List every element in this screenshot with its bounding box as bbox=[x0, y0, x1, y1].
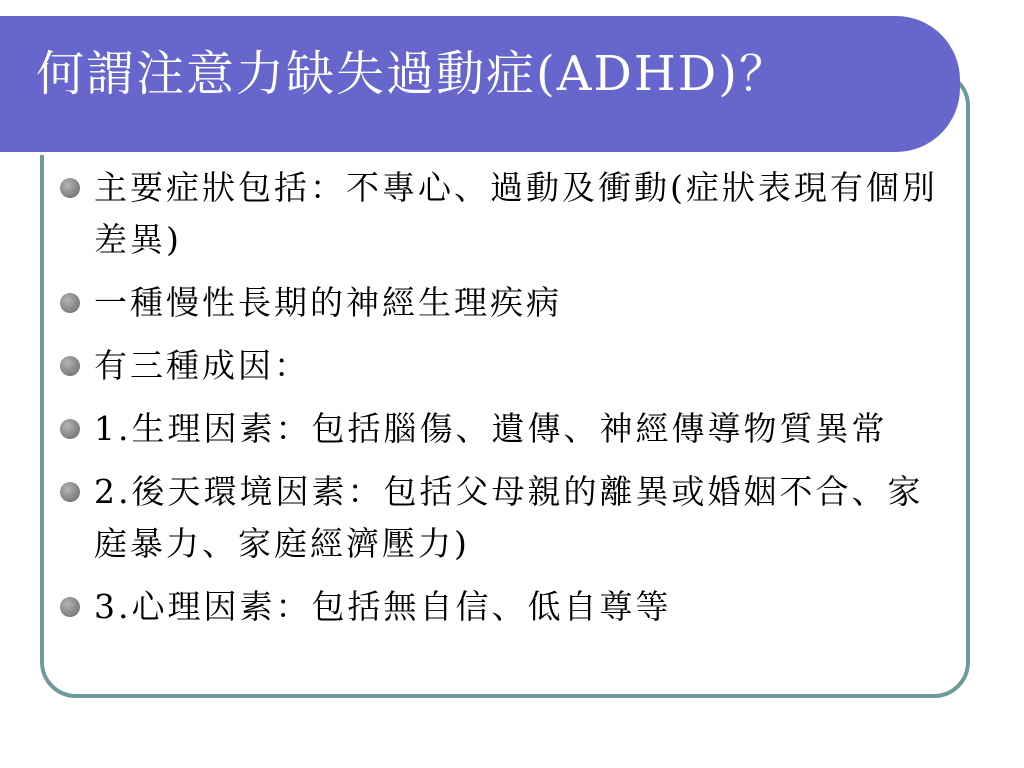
bullet-item-physiological bbox=[56, 403, 946, 455]
bullet-text: 一種慢性長期的神經生理疾病 bbox=[94, 283, 562, 322]
bullet-dot-icon bbox=[60, 597, 80, 617]
bullet-list bbox=[56, 162, 946, 644]
bullet-item-psychological bbox=[56, 581, 946, 633]
bullet-item-symptoms bbox=[56, 162, 946, 266]
bullet-dot-icon bbox=[60, 419, 80, 439]
bullet-item-environmental bbox=[56, 466, 946, 570]
bullet-dot-icon bbox=[60, 356, 80, 376]
bullet-text: 1.生理因素：包括腦傷、遺傳、神經傳導物質異常 bbox=[94, 409, 888, 448]
bullet-item-chronic bbox=[56, 277, 946, 329]
bullet-dot-icon bbox=[60, 293, 80, 313]
bullet-dot-icon bbox=[60, 482, 80, 502]
slide-title: 何謂注意力缺失過動症(ADHD)？ bbox=[36, 46, 789, 102]
bullet-dot-icon bbox=[60, 178, 80, 198]
bullet-text: 主要症狀包括：不專心、過動及衝動(症狀表現有個別差異) bbox=[94, 168, 938, 259]
bullet-item-causes bbox=[56, 340, 946, 392]
bullet-text: 3.心理因素：包括無自信、低自尊等 bbox=[94, 587, 672, 626]
title-underline bbox=[0, 152, 905, 155]
bullet-text: 2.後天環境因素：包括父母親的離異或婚姻不合、家庭暴力、家庭經濟壓力) bbox=[94, 472, 924, 563]
bullet-text: 有三種成因： bbox=[94, 346, 310, 385]
